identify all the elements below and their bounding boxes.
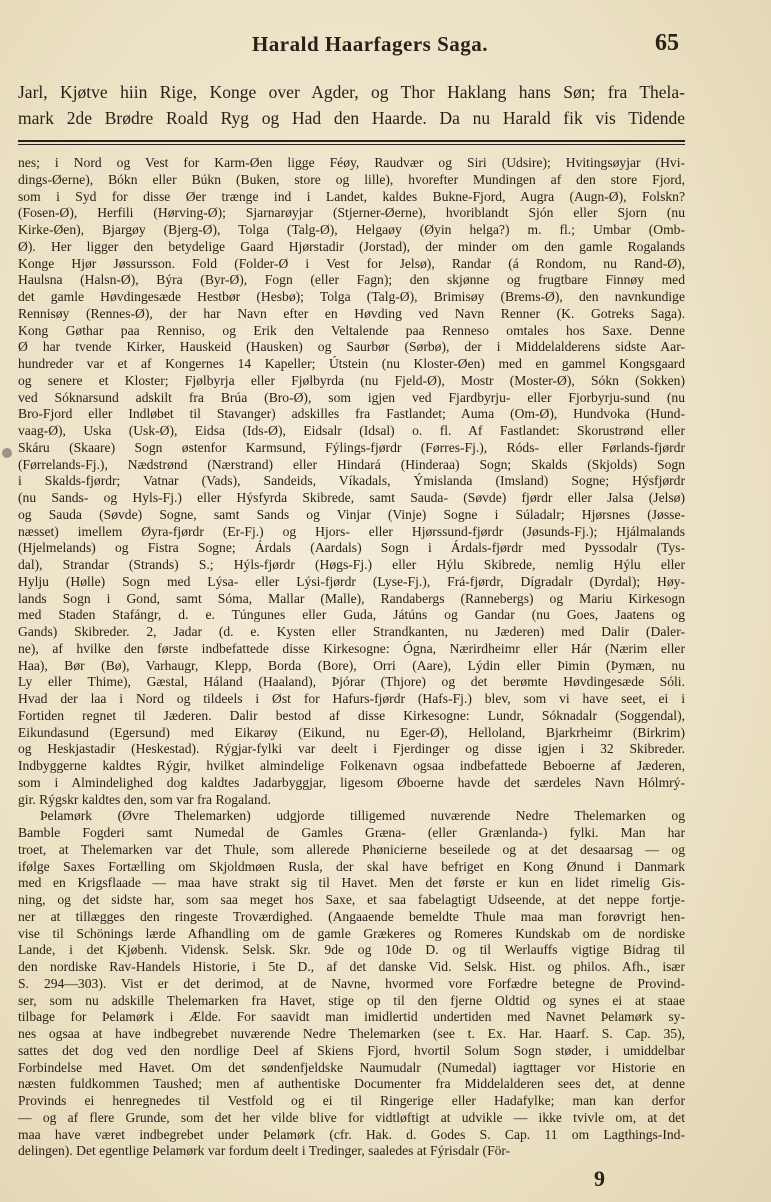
text-line: Bamble Fogderi samt Numedal de Gamles Græna- (eller Grænlanda-) fylki. Man har xyxy=(18,825,685,840)
text-line: tilbage for Þelamørk i Ælde. For saavidt man imidlertid undertiden med Navnet Þelamørk sy- xyxy=(18,1009,685,1025)
text-line: Fortiden regnet til Jæderen. Dalir bestod af disse Kirkesogne: Lundr, Sóknadalr (Soggendal), xyxy=(18,707,685,723)
text-line: S. 294—303). Vist er det derimod, at de Navne, hvormed vore Forfædre betegne de Provind- xyxy=(18,975,685,991)
page-number: 65 xyxy=(655,30,679,56)
text-line: Ø har tvende Kirker, Hauskeid (Hausken) og Saurbør (Sørbø), der i Middelalderens sidste Aar- xyxy=(18,339,685,355)
text-line: næsten fuldkommen Taushed; men af authentiske Documenter fra Middelalderen sees det, at denne xyxy=(18,1076,685,1092)
text-line: Eikundasund (Egersund) med Eikarøy (Eikund, nu Eger-Ø), Helloland, Bjarkrheimr (Birkrim) xyxy=(18,724,685,740)
text-line: Kong Gøthar paa Renniso, og Erik den Veltalende paa Renneso omtales hos Saxe. Denne xyxy=(18,322,685,338)
text-line: med Staden Stafángr, d. e. Túngunes eller Guda, Játúns og Gandar (nu Goes, Jaatens og xyxy=(18,607,685,623)
text-line: ner at tillægges den ringeste Troværdighed. (Angaaende bemeldte Thule maa man forøvrigt hen- xyxy=(18,908,685,924)
text-line: ved Sóknarsund adskilt fra Brúa (Bro-Ø), som igjen ved Fjardbyrju- eller Fjorbyrju-sund (nu xyxy=(18,389,685,405)
top-text-line: Jarl, Kjøtve hiin Rige, Konge over Agder, og Thor Haklang hans Søn; fra Thela- xyxy=(18,82,685,102)
text-line: nes; i Nord og Vest for Karm-Øen ligge Féøy, Raudvær og Siri (Udsire); Hvitingsøyjar (Hvi- xyxy=(18,155,685,170)
text-line: Konge Hjør Jøssursson. Fold (Folder-Ø i Vest for Jelsø), Randar (á Rondom, nu Rand-Ø), xyxy=(18,255,685,271)
text-line: Lande, i det Kjøbenh. Vidensk. Selsk. Skr. 9de og 10de D. og til Werlauffs vigtige Bidrag til xyxy=(18,942,685,958)
text-line: lands Sogn i Gond, samt Sóma, Mallar (Malle), Randabergs (Rannebergs) og Mariu Kirkesogn xyxy=(18,590,685,606)
text-line: sattes det dog ved den nordlige Deel af Skiens Fjord, hvortil Solum Sogn støder, i umiddelbar xyxy=(18,1042,685,1058)
text-line: Bro-Fjord eller Indløbet til Stavanger) adskilles fra Fastlandet; Auma (Om-Ø), Hundvoka (Hund- xyxy=(18,406,685,422)
text-line: nes ogsaa at have indbegrebet nuværende Nedre Thelemarken (see t. Ex. Har. Haarf. S. Cap. 35), xyxy=(18,1026,685,1041)
binding-hole xyxy=(2,448,12,458)
text-line: delingen). Det egentlige Þelamørk var fordum deelt i Tredinger, saaledes at Fýrisdalr (För- xyxy=(18,1143,511,1159)
text-line: ifølge Saxes Fortælling om Skjoldmøen Rusla, der skal have befriget en Kong Ønund i Danmark xyxy=(18,858,685,874)
text-line: Hylju (Hølle) Sogn med Lýsa- eller Lýsi-fjørdr (Lyse-Fj.), Frá-fjørdr, Dígradalr (Dyrdal); Høy- xyxy=(18,573,685,589)
text-line: i Skalds-fjørdr; Vatnar (Vads), Sandeids, Víkadals, Ýmislanda (Imsland) Sogne; Hýsfjørdr xyxy=(18,473,685,489)
text-line: som i Syd for disse Øer trænge ind i Landet, kaldes Bukne-Fjord, Augra (Augn-Ø), Folskn? xyxy=(18,188,685,204)
text-line: Forbindelse med Havet. Om det søndenfjeldske Naumudalr (Numedal) iagttager vor Historie en xyxy=(18,1059,685,1075)
text-line: næsset) imellem Øyra-fjørdr (Er-Fj.) og Hjors- eller Hjørssund-fjørdr (Jøsunds-Fj.); Hjálmalands xyxy=(18,523,685,539)
text-line: hundreder var et af Kongernes 14 Kapeller; Útstein (nu Kloster-Øen) med en gammel Kongsgaard xyxy=(18,356,685,371)
text-line: Ø). Her ligger den betydelige Gaard Hjørstadir (Jorstad), der minder om den gamle Rogalands xyxy=(18,238,685,254)
text-line: dings-Øerne), Bókn eller Búkn (Buken, store og lille), hvorefter Mundingen af den store Fjord, xyxy=(18,171,685,187)
text-line: Provinds ei henregnedes til Vestfold og ei til Ringerige eller Hadafylke; man kan derfor xyxy=(18,1093,685,1108)
divider-rule xyxy=(18,144,685,145)
text-line: troet, at Thelemarken var det Thule, som allerede Phønicierne beseilede og at det desaarsag — og xyxy=(18,841,685,857)
text-line: og Sauda (Søvde) Sogne, samt Sands og Vinjar (Vinje) Sogne i Súladalr; Hjørsnes (Jøsse- xyxy=(18,506,685,522)
signature-mark: 9 xyxy=(594,1166,605,1191)
text-line: den nordiske Rav-Handels Historie, i 5te D., af det danske Vid. Selsk. Hist. og philos. Afh., især xyxy=(18,959,685,974)
text-line: Þelamørk (Øvre Thelemarken) udgjorde tilligemed nuværende Nedre Thelemarken og xyxy=(40,808,685,824)
text-line: Hvad der laa i Nord og tildeels i Øst for Hafurs-fjørdr (Hafs-Fj.) blev, som vi have seet, ei i xyxy=(18,691,685,706)
text-line: vise til Schönings lærde Afhandling om de gamle Grækeres og Romeres Kundskab om de nordiske xyxy=(18,925,685,941)
page-title: Harald Haarfagers Saga. xyxy=(251,32,489,56)
text-line: Ly eller Thime), Gæstal, Háland (Haaland), Þjórar (Thjore) og det berømte Høvdingesæde Sóli. xyxy=(18,674,685,690)
text-line: Haulsna (Halsn-Ø), Býra (Byr-Ø), Fogn (eller Fagn); den skjønne og frugtbare Finnøy med xyxy=(18,272,685,288)
text-line: Rennisøy (Rennes-Ø), der har Navn efter en Høvding ved Navn Renner (K. Gotreks Saga). xyxy=(18,305,685,321)
divider-rule xyxy=(18,140,685,142)
text-line: ning, og det sidste har, som saa meget hos Saxe, et saa fabelagtigt Udseende, at det neppe fortje- xyxy=(18,892,685,907)
text-line: (nu Sands- og Hyls-Fj.) eller Hýsfyrda Skibrede, samt Sauda- (Søvde) fjørdr eller Jalsa (Jelsø) xyxy=(18,490,685,505)
text-line: som i Almindelighed dog kaldtes Jadarbyggjar, ligesom Øboerne havde det særdeles Navn Hólmrý- xyxy=(18,774,685,790)
text-line: ser, som nu adskille Thelemarken fra Havet, stige op til den fjerne Oldtid og synes ei at staae xyxy=(18,992,685,1008)
text-line: vaag-Ø), Uska (Usk-Ø), Eidsa (Ids-Ø), Eidsalr (Idsal) o. fl. Af Fastlandet: Skorustrønd eller xyxy=(18,423,685,438)
running-head xyxy=(0,30,771,60)
text-line: — og af flere Grunde, som det her vilde blive for vidtløftigt at udvikle — ikke tvivle om, at det xyxy=(18,1109,685,1125)
text-line: og senere et Kloster; Fjølbyrja eller Fjølbyrda (nu Fjeld-Ø), Mostr (Moster-Ø), Sókn (Sokken) xyxy=(18,372,685,388)
text-line: Skáru (Skaare) Sogn østenfor Karmsund, Fýlings-fjørdr (Førres-Fj.), Róds- eller Førlands-fjørdr xyxy=(18,439,685,455)
text-line: Indbyggerne kaldtes Rýgir, hvilket almindelige Folkenavn ogsaa indbefattede Beboerne af Jæderen, xyxy=(18,758,685,773)
text-line: maa have været indbegrebet under Þelamørk (cfr. Hak. d. Godes S. Cap. 11 om Lagthings-Ind- xyxy=(18,1126,685,1142)
footnote-text-block xyxy=(18,155,685,1160)
text-line: ne), af hvilke den første indbefattede disse Kirkesogne: Ógna, Nærirdheimr eller Hár (Nærim eller xyxy=(18,640,685,656)
text-line: (Fosen-Ø), Herfili (Hørving-Ø); Sjarnarøyjar (Stjerner-Øerne), hvoriblandt Sjón eller Sjorn (nu xyxy=(18,205,685,221)
text-line: og Heskjastadir (Heskestad). Rýgjar-fylki var deelt i Fjerdinger og disse igjen i 32 Skibreder. xyxy=(18,741,685,757)
text-line: Gands) Skibreder. 2, Jadar (d. e. Kysten eller Strandkanten, nu Jæderen) med Dalir (Daler- xyxy=(18,624,685,639)
top-text-line: mark 2de Brødre Roald Ryg og Had den Haarde. Da nu Harald fik vis Tidende xyxy=(18,108,685,128)
text-line: (Hjelmelands) og Fistra Sogne; Árdals (Aardals) Sogn i Árdals-fjørdr med Þyssodalr (Tys- xyxy=(18,540,685,556)
text-line: Haa), Bør (Bø), Varhaugr, Klepp, Borda (Bore), Orri (Aare), Lýdin eller Þimin (Þymæn, nu xyxy=(18,657,685,673)
text-line: Kirke-Øen), Bjargøy (Bjerg-Ø), Tolga (Talg-Ø), Helgaøy (Øyin helga?) m. fl.; Umbar (Omb- xyxy=(18,222,685,237)
text-line: dal), Strandar (Strands) S.; Hýls-fjørdr (Høgs-Fj.) eller Hýlu Skibrede, nemlig Hýlu eller xyxy=(18,557,685,572)
text-line: gir. Rýgskr kaldtes den, som var fra Rogaland. xyxy=(18,791,271,807)
text-line: det gamle Høvdingesæde Hestbør (Hesbø); Tolga (Talg-Ø), Brimisøy (Brems-Ø), den navnkundige xyxy=(18,289,685,304)
text-line: (Førrelands-Fj.), Nædstrønd (Nærstrand) eller Hindará (Hinderaa) Sogn; Skalds (Skjolds) Sogn xyxy=(18,456,685,472)
text-line: med en Krigsflaade — maa have strakt sig til Havet. Men det første er kun en lidet rimelig Gis- xyxy=(18,875,685,891)
